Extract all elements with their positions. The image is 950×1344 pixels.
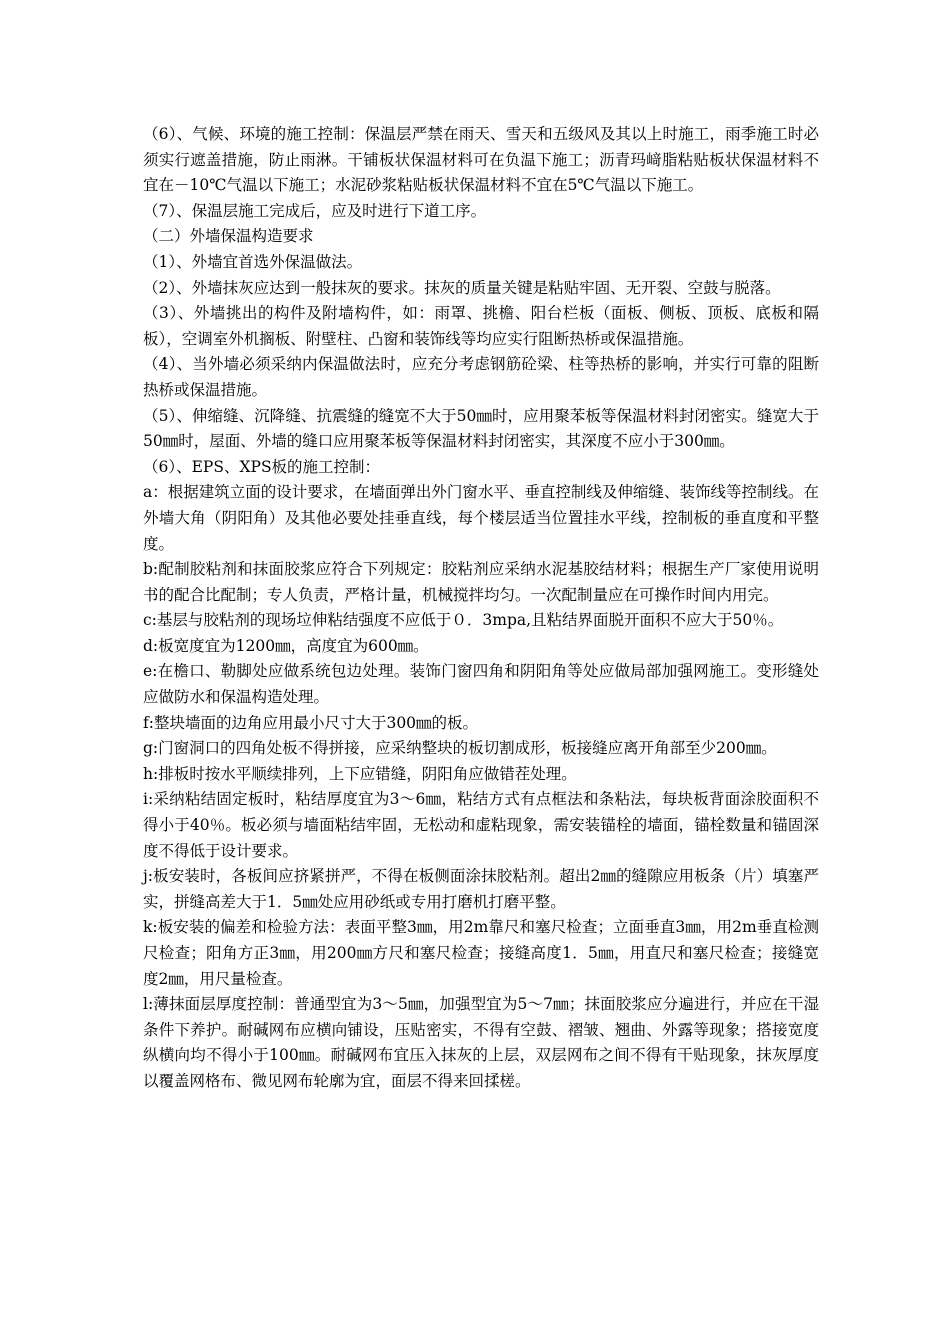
paragraph-climate-control: （6）、气候、环境的施工控制：保温层严禁在雨天、雪天和五级风及其以上时施工，雨季施工时必须实行遮盖措施，防止雨淋。干铺板状保温材料可在负温下施工；沥青玛﨑脂粘贴板状保温材料不宜在－10℃气温以下施工；水泥砂浆粘贴板状保温材料不宜在5℃气温以下施工。 bbox=[143, 125, 819, 195]
list-item-i: i:采纳粘结固定板时，粘结厚度宜为3～6㎜，粘结方式有点框法和条粘法，每块板背面涂胶面积不得小于40％。板必须与墙面粘结牢固，无松动和虚粘现象，需安装锚栓的墙面，锚栓数量和锚固深度不得低于设计要求。 bbox=[143, 790, 819, 860]
list-item-d: d:板宽度宜为1200㎜，高度宜为600㎜。 bbox=[143, 636, 429, 655]
list-item-j: j:板安装时，各板间应挤紧拼严，不得在板侧面涂抹胶粘剂。超出2㎜的缝隙应用板条（片）填塞严实，拼缝高差大于1．5㎜处应用砂纸或专用打磨机打磨平整。 bbox=[143, 867, 819, 911]
list-item-k: k:板安装的偏差和检验方法：表面平整3㎜，用2m靠尺和塞尺检查；立面垂直3㎜，用2m垂直检测尺检查；阳角方正3㎜，用200㎜方尺和塞尺检查；接缝高度1．5㎜，用直尺和塞尺检查；接缝宽度2㎜，用尺量检查。 bbox=[143, 918, 819, 988]
paragraph-plastering: （2）、外墙抹灰应达到一般抹灰的要求。抹灰的质量关键是粘贴牢固、无开裂、空鼓与脱落。 bbox=[143, 278, 781, 297]
list-item-c: c:基层与胶粘剂的现场垃伸粘结强度不应低于０．3mpa,且粘结界面脱开面积不应大于50％。 bbox=[143, 611, 784, 630]
list-item-b: b:配制胶粘剂和抹面胶浆应符合下列规定：胶粘剂应采纳水泥基胶结材料；根据生产厂家使用说明书的配合比配制；专人负责，严格计量，机械搅拌均匀。一次配制量应在可操作时间内用完。 bbox=[143, 560, 819, 604]
paragraph-eps-xps-heading: （6）、EPS、XPS板的施工控制： bbox=[143, 457, 381, 476]
list-item-f: f:整块墙面的边角应用最小尺寸大于300㎜的板。 bbox=[143, 713, 479, 732]
section-heading-exterior-wall: （二）外墙保温构造要求 bbox=[143, 227, 314, 246]
list-item-l: l:薄抹面层厚度控制：普通型宜为3～5㎜，加强型宜为5～7㎜；抹面胶浆应分遍进行，并应在干湿条件下养护。耐碱网布应横向铺设，压贴密实，不得有空鼓、褶皱、翘曲、外露等现象；搭接宽度纵横向均不得小于100㎜。耐碱网布宜压入抹灰的上层，双层网布之间不得有干贴现象，抹灰厚度以覆盖网格布、微见网布轮廓为宜，面层不得来回揉槎。 bbox=[143, 995, 819, 1090]
document-body bbox=[143, 122, 819, 1095]
list-item-e: e:在檐口、勒脚处应做系统包边处理。装饰门窗四角和阴阳角等处应做局部加强网施工。变形缝处应做防水和保温构造处理。 bbox=[143, 662, 819, 707]
paragraph-next-process: （7）、保温层施工完成后，应及时进行下道工序。 bbox=[143, 201, 487, 220]
list-item-a: a：根据建筑立面的设计要求，在墙面弹出外门窗水平、垂直控制线及伸缩缝、装饰线等控制线。在外墙大角（阴阳角）及其他必要处挂垂直线，每个楼层适当位置挂水平线，控制板的垂直度和平整度。 bbox=[143, 483, 819, 553]
paragraph-projecting-members: （3）、外墙挑出的构件及附墙构件，如：雨罩、挑檐、阳台栏板（面板、侧板、顶板、底板和隔板），空调室外机搁板、附壁柱、凸窗和装饰线等均应实行阻断热桥或保温措施。 bbox=[143, 304, 819, 348]
paragraph-internal-insulation: （4）、当外墙必须采纳内保温做法时，应充分考虑钢筋砼梁、柱等热桥的影响，并实行可靠的阻断热桥或保温措施。 bbox=[143, 355, 819, 399]
list-item-h: h:排板时按水平顺续排列，上下应错缝，阴阳角应做错茬处理。 bbox=[143, 764, 577, 783]
paragraph-joints: （5）、伸缩缝、沉降缝、抗震缝的缝宽不大于50㎜时，应用聚苯板等保温材料封闭密实。缝宽大于50㎜时，屋面、外墙的缝口应用聚苯板等保温材料封闭密实，其深度不应小于300㎜。 bbox=[143, 406, 819, 451]
paragraph-external-insulation: （1）、外墙宜首选外保温做法。 bbox=[143, 252, 363, 271]
list-item-g: g:门窗洞口的四角处板不得拼接，应采纳整块的板切割成形，板接缝应离开角部至少200㎜。 bbox=[143, 739, 777, 758]
